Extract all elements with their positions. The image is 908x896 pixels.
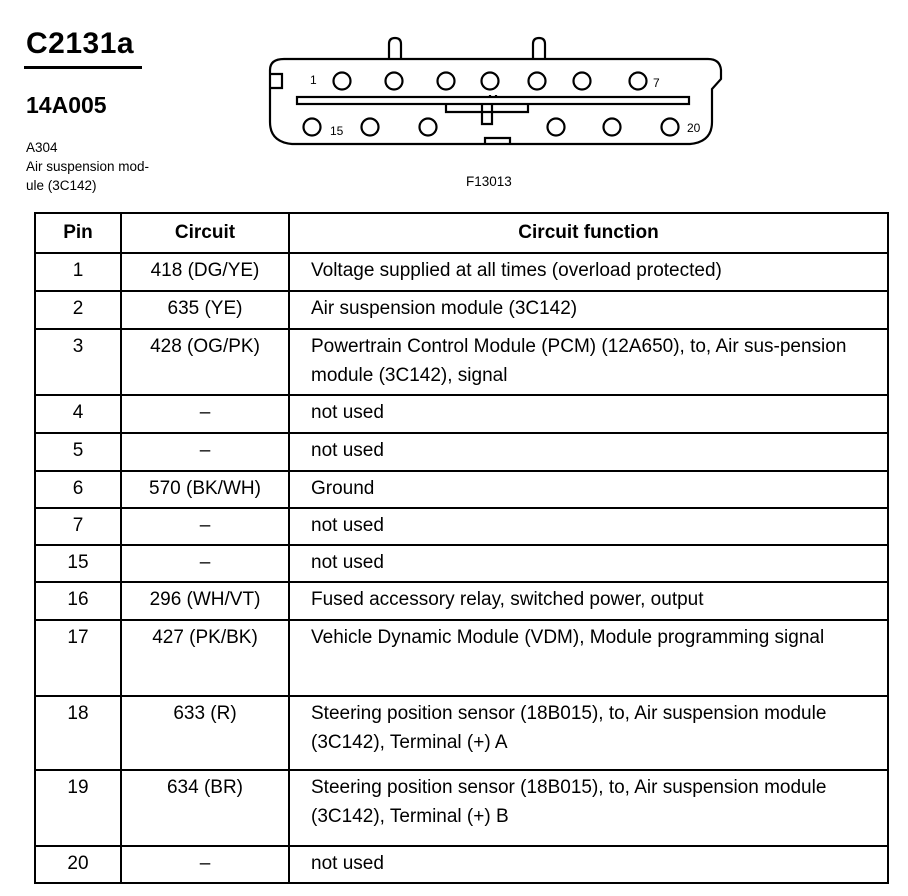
table-row xyxy=(35,471,888,508)
function-cell: not used xyxy=(289,545,888,582)
function-cell: not used xyxy=(289,508,888,545)
circuit-cell: 427 (PK/BK) xyxy=(121,620,289,696)
connector-face-diagram xyxy=(260,30,730,160)
table-row xyxy=(35,770,888,846)
pin-cell: 6 xyxy=(35,471,121,508)
figure-reference: F13013 xyxy=(466,174,512,189)
circuit-cell: 633 (R) xyxy=(121,696,289,770)
table-row xyxy=(35,433,888,471)
table-row xyxy=(35,846,888,883)
function-cell: Vehicle Dynamic Module (VDM), Module programming signal xyxy=(289,620,888,696)
table-row xyxy=(35,582,888,620)
pin-cell: 3 xyxy=(35,329,121,395)
pin-cell: 1 xyxy=(35,253,121,291)
pin-label-15: 15 xyxy=(330,124,344,138)
function-cell: Steering position sensor (18B015), to, Air suspension module (3C142), Terminal (+) A xyxy=(289,696,888,770)
function-cell: Fused accessory relay, switched power, output xyxy=(289,582,888,620)
description-line: ule (3C142) xyxy=(26,178,97,193)
table-row xyxy=(35,620,888,696)
table-row xyxy=(35,395,888,433)
circuit-cell: 418 (DG/YE) xyxy=(121,253,289,291)
description-line: A304 xyxy=(26,140,58,155)
function-cell: Powertrain Control Module (PCM) (12A650), to, Air sus-pension module (3C142), signal xyxy=(289,329,888,395)
function-cell: Steering position sensor (18B015), to, Air suspension module (3C142), Terminal (+) B xyxy=(289,770,888,846)
function-cell: not used xyxy=(289,395,888,433)
description-line: Air suspension mod- xyxy=(26,159,150,174)
function-cell: Air suspension module (3C142) xyxy=(289,291,888,329)
pinout-table xyxy=(34,212,889,884)
function-cell: Voltage supplied at all times (overload protected) xyxy=(289,253,888,291)
pin-cell: 7 xyxy=(35,508,121,545)
pin-cell: 15 xyxy=(35,545,121,582)
circuit-cell: – xyxy=(121,846,289,883)
table-header-row xyxy=(35,213,888,253)
circuit-cell: 570 (BK/WH) xyxy=(121,471,289,508)
pin-cell: 17 xyxy=(35,620,121,696)
circuit-cell: – xyxy=(121,508,289,545)
table-row xyxy=(35,329,888,395)
table-row xyxy=(35,696,888,770)
pin-cell: 2 xyxy=(35,291,121,329)
circuit-cell: 635 (YE) xyxy=(121,291,289,329)
circuit-cell: 428 (OG/PK) xyxy=(121,329,289,395)
function-cell: not used xyxy=(289,433,888,471)
pin-cell: 5 xyxy=(35,433,121,471)
pin-cell: 19 xyxy=(35,770,121,846)
pin-label-1: 1 xyxy=(310,73,317,87)
part-number: 14A005 xyxy=(26,92,107,118)
pin-cell: 16 xyxy=(35,582,121,620)
pin-cell: 20 xyxy=(35,846,121,883)
header-circuit-function: Circuit function xyxy=(289,213,888,253)
connector-title: C2131a xyxy=(26,27,135,60)
header-circuit: Circuit xyxy=(121,213,289,253)
pin-label-7: 7 xyxy=(653,76,660,90)
pin-label-20: 20 xyxy=(687,121,701,135)
table-row xyxy=(35,508,888,545)
circuit-cell: 634 (BR) xyxy=(121,770,289,846)
table-row xyxy=(35,291,888,329)
pin-cell: 18 xyxy=(35,696,121,770)
circuit-cell: – xyxy=(121,395,289,433)
circuit-cell: 296 (WH/VT) xyxy=(121,582,289,620)
table-row xyxy=(35,545,888,582)
table-row xyxy=(35,253,888,291)
connector-description xyxy=(26,138,149,195)
title-underline xyxy=(24,66,142,69)
function-cell: not used xyxy=(289,846,888,883)
pin-cell: 4 xyxy=(35,395,121,433)
circuit-cell: – xyxy=(121,545,289,582)
function-cell: Ground xyxy=(289,471,888,508)
header-pin: Pin xyxy=(35,213,121,253)
circuit-cell: – xyxy=(121,433,289,471)
